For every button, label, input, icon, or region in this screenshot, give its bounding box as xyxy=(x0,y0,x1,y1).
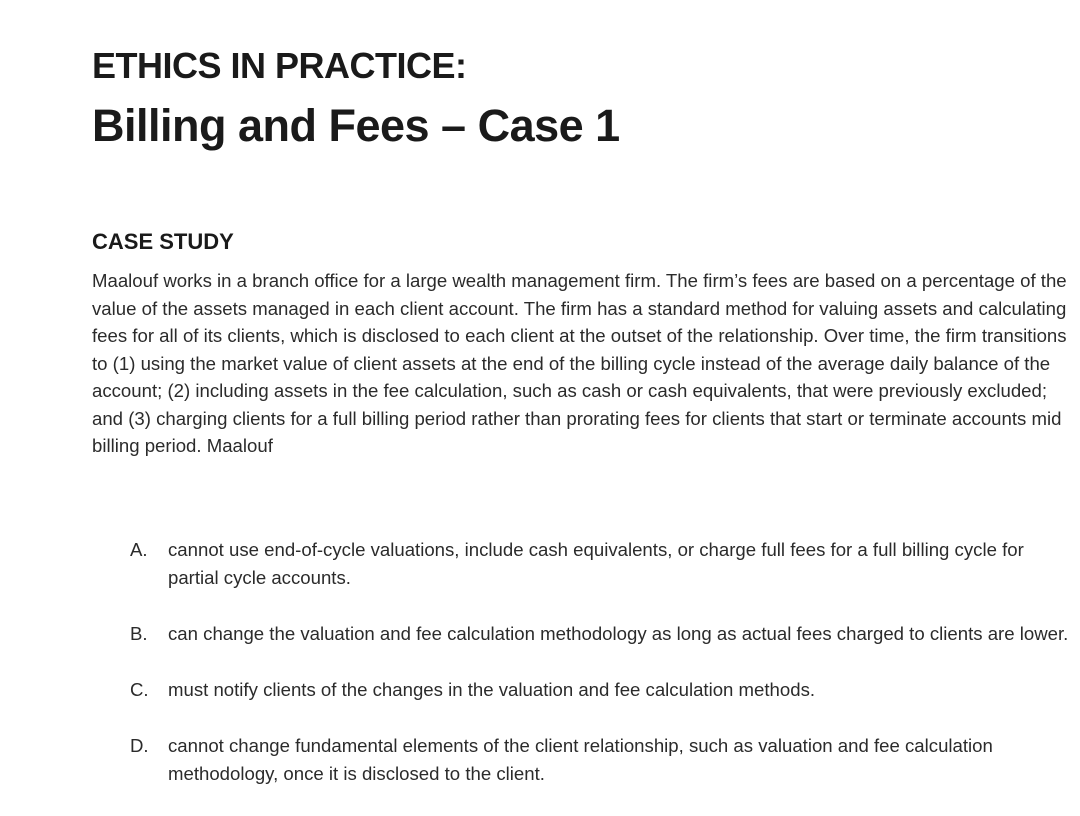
option-text: must notify clients of the changes in the valuation and fee calculation methods. xyxy=(168,679,816,700)
answer-option-a xyxy=(130,536,1075,592)
answer-option-d xyxy=(130,732,1075,788)
case-study-body: Maalouf works in a branch office for a large wealth management firm. The firm’s fees are based on a percentage of the value of the assets managed in each client account. The firm has a standard method for valuing assets and calculating fees for all of its clients, which is disclosed to each client at the outset of the relationship. Over time, the firm transitions to (1) using the market value of client assets at the end of the billing cycle instead of the average daily balance of the account; (2) including assets in the fee calculation, such as cash or cash equivalents, that were previously excluded; and (3) charging clients for a full billing period rather than prorating fees for clients that start or terminate accounts mid billing period. Maalouf xyxy=(92,270,1067,456)
page-title: Billing and Fees – Case 1 xyxy=(92,100,620,151)
option-letter: C. xyxy=(130,679,149,700)
option-letter: A. xyxy=(130,539,148,560)
option-text: cannot use end-of-cycle valuations, include cash equivalents, or charge full fees for a full billing cycle for partial cycle accounts. xyxy=(168,539,1024,588)
option-letter: D. xyxy=(130,735,149,756)
case-study-heading: CASE STUDY xyxy=(92,229,234,254)
series-kicker: ETHICS IN PRACTICE: xyxy=(92,45,467,86)
option-text: can change the valuation and fee calculation methodology as long as actual fees charged to clients are lower. xyxy=(168,623,1069,644)
option-letter: B. xyxy=(130,623,148,644)
option-text: cannot change fundamental elements of the client relationship, such as valuation and fee calculation methodology, once it is disclosed to the client. xyxy=(168,735,993,784)
answer-options-list xyxy=(130,536,1075,816)
answer-option-c xyxy=(130,676,1075,704)
answer-option-b xyxy=(130,620,1075,648)
